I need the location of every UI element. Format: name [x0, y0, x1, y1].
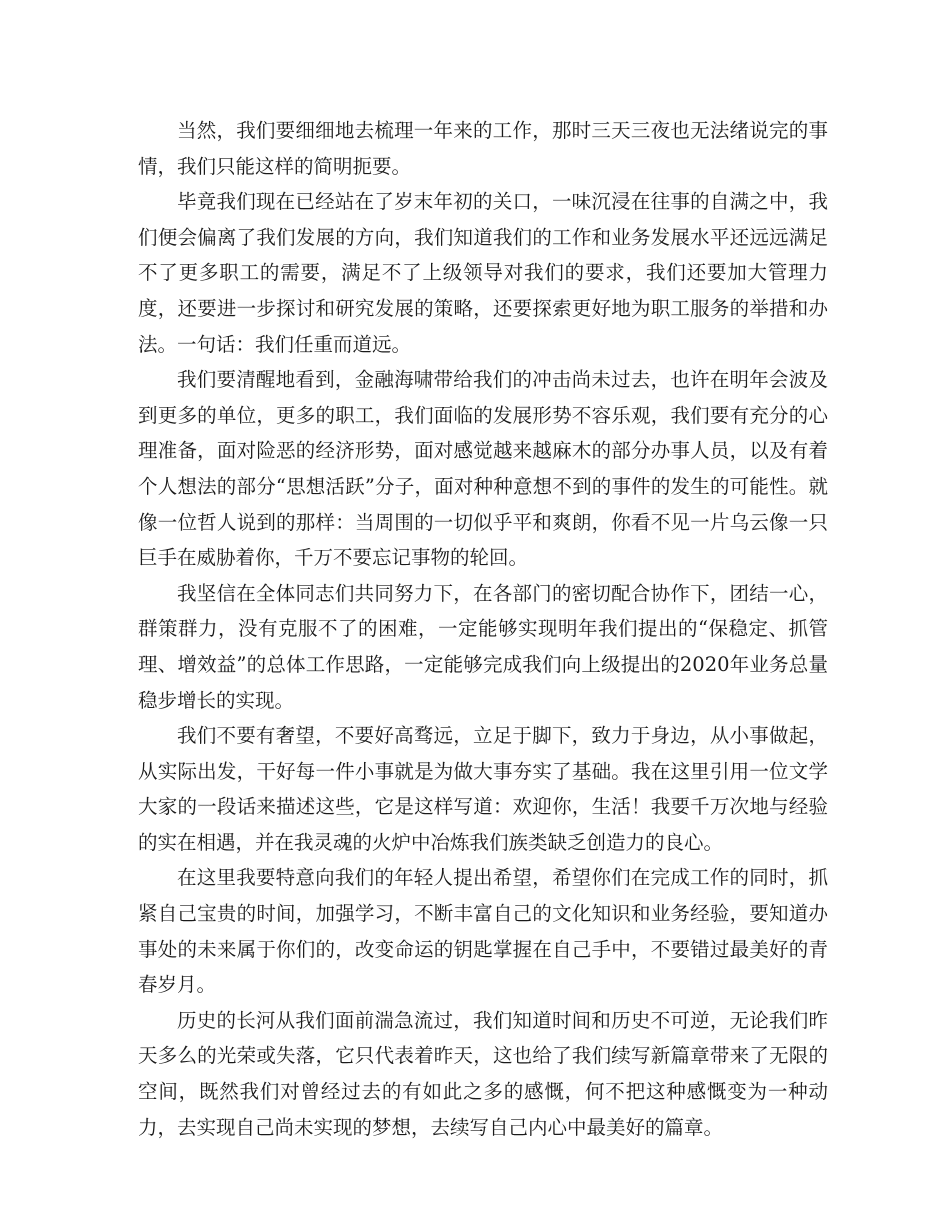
paragraph-1: 当然，我们要细细地去梳理一年来的工作，那时三天三夜也无法绪说完的事情，我们只能这样的简明扼要。 — [138, 119, 828, 178]
document-body — [138, 113, 828, 1145]
paragraph-4: 我坚信在全体同志们共同努力下，在各部门的密切配合协作下，团结一心，群策群力，没有克服不了的困难，一定能够实现明年我们提出的“保稳定、抓管理、增效益”的总体工作思路，一定能够完成我们向上级提出的2020年业务总量稳步增长的实现。 — [138, 581, 828, 712]
paragraph-3: 我们要清醒地看到，金融海啸带给我们的冲击尚未过去，也许在明年会波及到更多的单位，更多的职工，我们面临的发展形势不容乐观，我们要有充分的心理准备，面对险恶的经济形势，面对感觉越来越麻木的部分办事人员，以及有着个人想法的部分“思想活跃”分子，面对种种意想不到的事件的发生的可能性。就像一位哲人说到的那样：当周围的一切似乎平和爽朗，你看不见一片乌云像一只巨手在威胁着你，千万不要忘记事物的轮回。 — [138, 368, 828, 570]
paragraph-6: 在这里我要特意向我们的年轻人提出希望，希望你们在完成工作的同时，抓紧自己宝贵的时间，加强学习，不断丰富自己的文化知识和业务经验，要知道办事处的未来属于你们的，改变命运的钥匙掌握在自己手中，不要错过最美好的青春岁月。 — [138, 866, 828, 997]
paragraph-2: 毕竟我们现在已经站在了岁末年初的关口，一味沉浸在往事的自满之中，我们便会偏离了我们发展的方向，我们知道我们的工作和业务发展水平还远远满足不了更多职工的需要，满足不了上级领导对我们的要求，我们还要加大管理力度，还要进一步探讨和研究发展的策略，还要探索更好地为职工服务的举措和办法。一句话：我们任重而道远。 — [138, 190, 828, 356]
paragraph-5: 我们不要有奢望，不要好高骛远，立足于脚下，致力于身边，从小事做起，从实际出发，干好每一件小事就是为做大事夯实了基础。我在这里引用一位文学大家的一段话来描述这些，它是这样写道：欢迎你，生活！我要千万次地与经验的实在相遇，并在我灵魂的火炉中冶炼我们族类缺乏创造力的良心。 — [138, 724, 828, 854]
paragraph-7: 历史的长河从我们面前湍急流过，我们知道时间和历史不可逆，无论我们昨天多么的光荣或失落，它只代表着昨天，这也给了我们续写新篇章带来了无限的空间，既然我们对曾经过去的有如此之多的感慨，何不把这种感慨变为一种动力，去实现自己尚未实现的梦想，去续写自己内心中最美好的篇章。 — [138, 1008, 828, 1139]
